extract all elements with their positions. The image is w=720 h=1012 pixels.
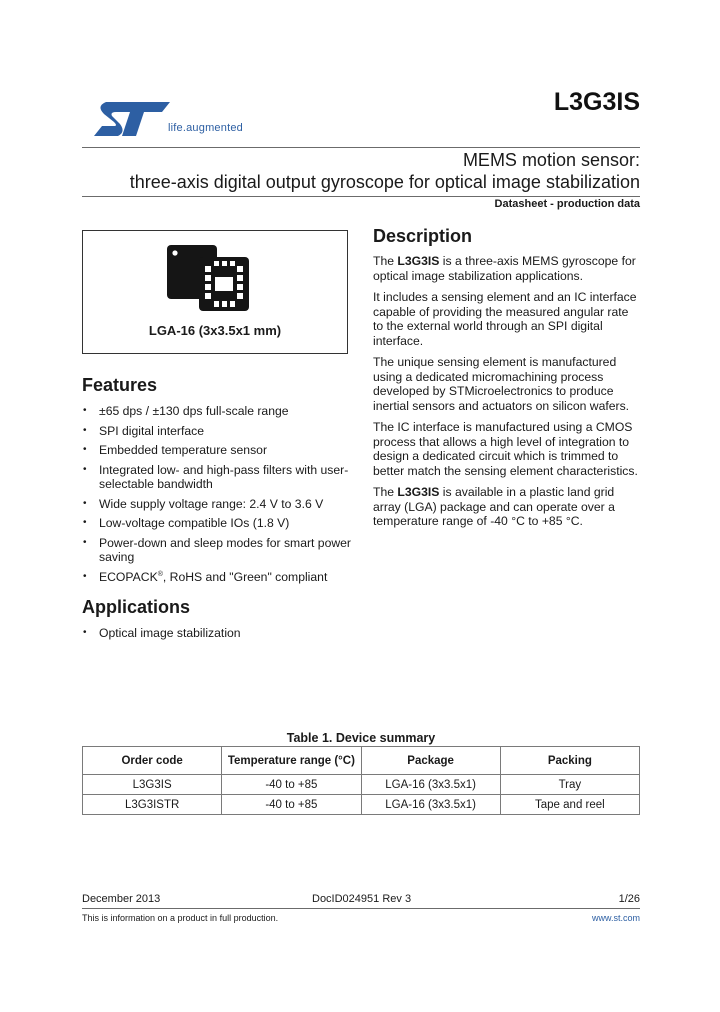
footer-rule bbox=[82, 908, 640, 909]
list-item: • Low-voltage compatible IOs (1.8 V) bbox=[82, 516, 352, 531]
st-logo bbox=[92, 98, 172, 140]
package-caption: LGA-16 (3x3.5x1 mm) bbox=[148, 323, 282, 338]
table-title: Table 1. Device summary bbox=[286, 731, 436, 745]
table-cell: -40 to +85 bbox=[222, 795, 361, 815]
description-paragraph: The L3G3IS is available in a plastic land grid array (LGA) package and can operate over a temperature range of -40 °C to +85 °C. bbox=[373, 485, 615, 528]
features-heading: Features bbox=[82, 375, 158, 395]
website-link[interactable]: www.st.com bbox=[591, 913, 640, 923]
production-note: This is information on a product in full production. bbox=[82, 913, 279, 923]
table-cell: Tray bbox=[500, 775, 639, 795]
list-item: • Embedded temperature sensor bbox=[82, 443, 352, 458]
device-summary-table bbox=[82, 746, 640, 815]
description-paragraph: The L3G3IS is a three-axis MEMS gyroscope for optical image stabilization applications. bbox=[373, 254, 636, 283]
datasheet-label: Datasheet - production data bbox=[494, 198, 640, 210]
features-list bbox=[82, 404, 352, 589]
title-line-1: MEMS motion sensor: bbox=[462, 150, 640, 170]
description-paragraph: The IC interface is manufactured using a CMOS process that allows a high level of integration to design a dedicated circuit which is trimmed to better match the sensing element characteristics. bbox=[373, 420, 638, 478]
list-item: • ±65 dps / ±130 dps full-scale range bbox=[82, 404, 352, 419]
chip-package-image bbox=[165, 241, 265, 315]
description-heading: Description bbox=[373, 226, 473, 246]
logo-tagline: life.augmented bbox=[168, 122, 243, 134]
title-rule bbox=[82, 196, 640, 197]
table-row bbox=[83, 795, 640, 815]
description-paragraph: The unique sensing element is manufactured using a dedicated micromachining process developed by STMicroelectronics to produce inertial sensors and actuators on silicon wafers. bbox=[373, 355, 630, 413]
applications-list bbox=[82, 626, 352, 646]
column-header: Packing bbox=[500, 747, 639, 775]
table-cell: Tape and reel bbox=[500, 795, 639, 815]
footer-doc-id: DocID024951 Rev 3 bbox=[312, 893, 412, 905]
part-number: L3G3IS bbox=[553, 88, 640, 116]
list-item: • SPI digital interface bbox=[82, 424, 352, 439]
table-cell: LGA-16 (3x3.5x1) bbox=[361, 775, 500, 795]
table-cell: LGA-16 (3x3.5x1) bbox=[361, 795, 500, 815]
list-item: • Optical image stabilization bbox=[82, 626, 352, 641]
applications-heading: Applications bbox=[82, 597, 191, 617]
table-cell: L3G3IS bbox=[83, 775, 222, 795]
list-item: • Wide supply voltage range: 2.4 V to 3.6 V bbox=[82, 497, 352, 512]
column-header: Temperature range (°C) bbox=[222, 747, 361, 775]
footer-page-number: 1/26 bbox=[618, 893, 640, 905]
column-header: Order code bbox=[83, 747, 222, 775]
title-line-2: three-axis digital output gyroscope for optical image stabilization bbox=[129, 172, 640, 192]
list-item-ecopack: • ECOPACK®, RoHS and "Green" compliant bbox=[82, 570, 352, 585]
package-image-box bbox=[82, 230, 348, 354]
table-cell: L3G3ISTR bbox=[83, 795, 222, 815]
list-item: • Integrated low- and high-pass filters with user-selectable bandwidth bbox=[82, 463, 352, 492]
table-row bbox=[83, 775, 640, 795]
footer-date: December 2013 bbox=[82, 893, 161, 905]
table-cell: -40 to +85 bbox=[222, 775, 361, 795]
description-body bbox=[373, 254, 640, 536]
description-paragraph: It includes a sensing element and an IC interface capable of providing the measured angular rate to the external world through an SPI digital interface. bbox=[373, 290, 637, 348]
column-header: Package bbox=[361, 747, 500, 775]
header-rule bbox=[82, 147, 640, 148]
list-item: • Power-down and sleep modes for smart power saving bbox=[82, 536, 352, 565]
table-header-row bbox=[83, 747, 640, 775]
